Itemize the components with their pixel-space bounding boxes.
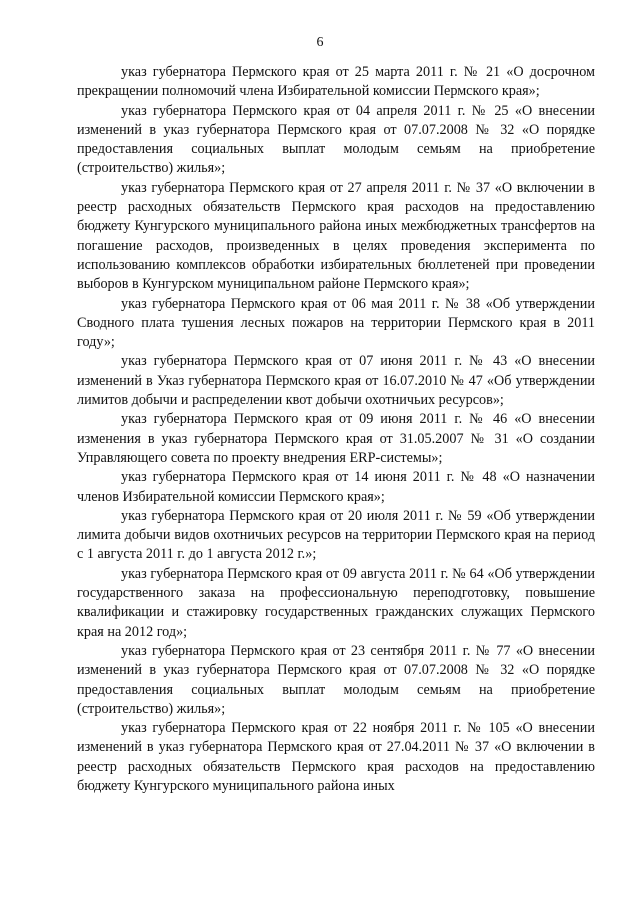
page-number: 6 [316,35,324,50]
decree-paragraph-11: указ губернатора Пермского края от 22 ноября 2011 г. № 105 «О внесении изменений в указ губернатора Пермского края от 27.04.2011 № 37 «О включении в реестр расходных обязательств Пермского края расходов на предоставлению бюджету Кунгурского муниципального района иных [77,720,595,794]
decree-paragraph-8: указ губернатора Пермского края от 20 июля 2011 г. № 59 «Об утверждении лимита добычи видов охотничьих ресурсов на территории Пермского края на период с 1 августа 2011 г. до 1 августа 2012 г.»; [77,507,595,563]
document-body [77,63,595,796]
decree-paragraph-5: указ губернатора Пермского края от 07 июня 2011 г. № 43 «О внесении изменений в Указ губернатора Пермского края от 16.07.2010 № 47 «Об утверждении лимитов добычи и распределении квот добычи охотничьих ресурсов»; [77,353,595,409]
decree-paragraph-1: указ губернатора Пермского края от 25 марта 2011 г. № 21 «О досрочном прекращении полномочий члена Избирательной комиссии Пермского края»; [77,64,595,100]
decree-paragraph-10: указ губернатора Пермского края от 23 сентября 2011 г. № 77 «О внесении изменений в указ губернатора Пермского края от 07.07.2008 № 32 «О порядке предоставления социальных выплат молодым семьям на приобретение (строительство) жилья»; [77,642,595,717]
decree-paragraph-9: указ губернатора Пермского края от 09 августа 2011 г. № 64 «Об утверждении государственного заказа на профессиональную переподготовку, повышение квалификации и стажировку государственных гражданских служащих Пермского края на 2012 год»; [77,565,595,640]
decree-paragraph-6: указ губернатора Пермского края от 09 июня 2011 г. № 46 «О внесении изменения в указ губернатора Пермского края от 31.05.2007 № 31 «О создании Управляющего совета по проекту внедрения ERP-системы»; [77,411,595,466]
decree-paragraph-2: указ губернатора Пермского края от 04 апреля 2011 г. № 25 «О внесении изменений в указ губернатора Пермского края от 07.07.2008 № 32 «О порядке предоставления социальных выплат молодым семьям на приобретение (строительство) жилья»; [77,102,595,177]
decree-paragraph-7: указ губернатора Пермского края от 14 июня 2011 г. № 48 «О назначении членов Избирательной комиссии Пермского края»; [77,469,595,505]
decree-paragraph-4: указ губернатора Пермского края от 06 мая 2011 г. № 38 «Об утверждении Сводного плата тушения лесных пожаров на территории Пермского края в 2011 году»; [77,295,595,351]
decree-paragraph-3: указ губернатора Пермского края от 27 апреля 2011 г. № 37 «О включении в реестр расходных обязательств Пермского края расходов на предоставлению бюджету Кунгурского муниципального района иных межбюджетных трансфертов на погашение расходов, произведенных в целях проведения эксперимента по использованию комплексов обработки избирательных бюллетеней при проведении выборов в Кунгурском муниципальном районе Пермского края»; [77,179,595,293]
